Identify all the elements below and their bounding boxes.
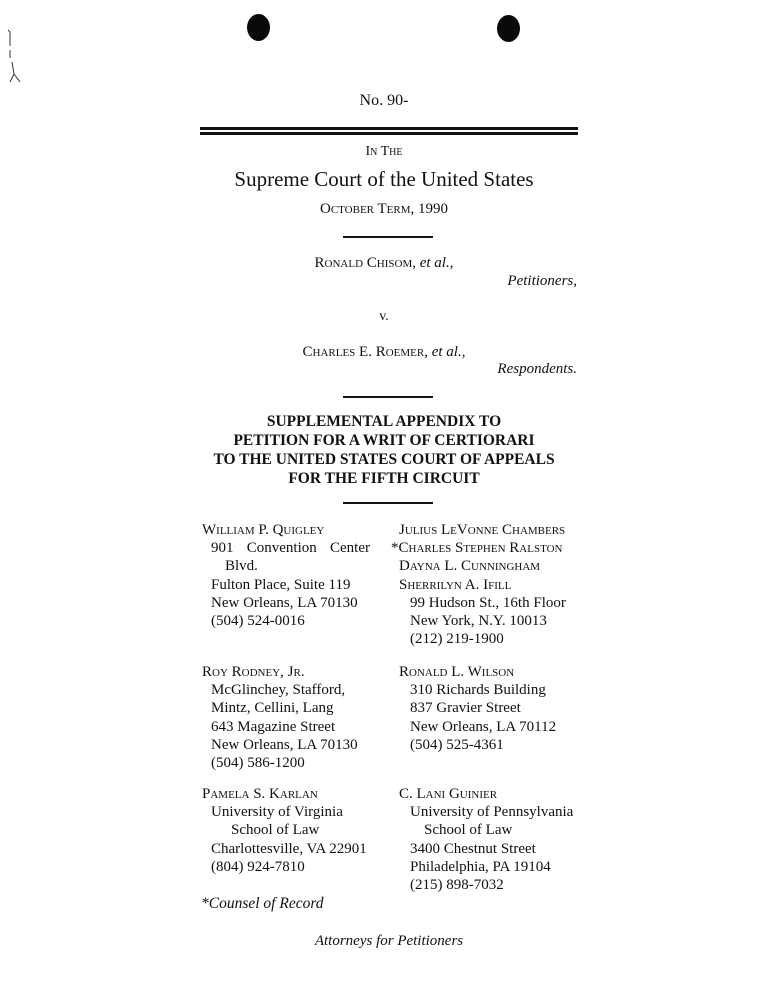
appendix-title-line: PETITION FOR A WRIT OF CERTIORARI — [233, 432, 535, 449]
address-line: New Orleans, LA 70112 — [410, 718, 557, 735]
address-line: (212) 219-1900 — [410, 631, 504, 648]
address-line: University of Virginia — [211, 804, 343, 821]
address-line: University of Pennsylvania — [410, 804, 574, 821]
appendix-title — [0, 412, 768, 488]
court-name: Supreme Court of the United States — [234, 167, 534, 191]
petitioner-name: Ronald Chisom, — [314, 255, 416, 271]
respondent-name: Charles E. Roemer, — [302, 344, 428, 360]
petitioner-etal: et al. — [419, 255, 450, 271]
address-line: (504) 586-1200 — [211, 755, 305, 772]
attorneys-for-petitioners: Attorneys for Petitioners — [314, 933, 464, 949]
address-line: School of Law — [231, 822, 320, 839]
attorney-block-rodney — [202, 663, 358, 772]
address-line: School of Law — [424, 822, 513, 839]
attorney-name: Ronald L. Wilson — [399, 664, 515, 680]
address-line: 310 Richards Building — [410, 682, 546, 699]
address-word: Convention — [246, 540, 317, 557]
address-line: (504) 524-0016 — [211, 613, 305, 630]
address-line: 643 Magazine Street — [211, 718, 336, 735]
address-line: Mintz, Cellini, Lang — [211, 700, 334, 717]
attorney-name: Sherrilyn A. Ifill — [399, 576, 512, 593]
term-line — [0, 200, 768, 218]
versus: v. — [379, 309, 389, 324]
header-double-rule — [200, 127, 578, 135]
address-line: McGlinchey, Stafford, — [211, 682, 346, 699]
in-the-label: In The — [365, 144, 403, 159]
appendix-title-line: SUPPLEMENTAL APPENDIX TO — [266, 413, 502, 430]
appendix-title-line: TO THE UNITED STATES COURT OF APPEALS — [213, 451, 555, 468]
rule-3 — [343, 502, 433, 504]
counsel-of-record-note: *Counsel of Record — [201, 895, 324, 912]
respondent-comma: , — [461, 344, 466, 360]
term-label: October Term, — [319, 201, 415, 217]
binder-hole-right — [497, 15, 520, 42]
docket-number: No. 90- — [359, 92, 409, 109]
rule-1 — [343, 236, 433, 238]
attorney-name: *Charles Stephen Ralston — [391, 540, 563, 557]
address-line — [202, 539, 370, 557]
term-year: 1990 — [418, 201, 448, 217]
address-line: New York, N.Y. 10013 — [410, 613, 547, 630]
appendix-title-line: FOR THE FIFTH CIRCUIT — [288, 470, 480, 487]
scan-margin-marks — [4, 28, 32, 88]
address-line: New Orleans, LA 70130 — [211, 736, 358, 753]
attorney-name: Dayna L. Cunningham — [399, 558, 541, 575]
attorney-block-quigley — [202, 521, 370, 630]
attorney-block-ldf — [391, 521, 566, 648]
address-line: Philadelphia, PA 19104 — [410, 858, 551, 875]
address-line: Fulton Place, Suite 119 — [211, 576, 351, 593]
address-line: (215) 898-7032 — [410, 877, 504, 894]
address-line: 837 Gravier Street — [410, 700, 521, 717]
respondent-role: Respondents. — [497, 361, 577, 377]
attorney-name: C. Lani Guinier — [399, 786, 498, 802]
respondent-line — [0, 343, 768, 361]
attorney-block-guinier — [399, 785, 573, 894]
address-line: 3400 Chestnut Street — [410, 840, 536, 857]
address-line: 99 Hudson St., 16th Floor — [410, 594, 566, 611]
petitioner-line — [0, 254, 768, 272]
attorney-block-wilson — [399, 663, 556, 754]
scan-margin-marks-svg — [4, 28, 32, 88]
address-line: Blvd. — [225, 558, 258, 575]
address-line: (804) 924-7810 — [211, 858, 305, 875]
binder-hole-left — [247, 14, 270, 41]
attorney-name: Julius LeVonne Chambers — [399, 522, 566, 538]
respondent-etal: et al. — [431, 344, 462, 360]
address-word: 901 — [211, 540, 234, 557]
petitioner-role: Petitioners, — [507, 273, 577, 289]
attorney-name: Pamela S. Karlan — [202, 786, 318, 802]
attorney-name: William P. Quigley — [202, 522, 325, 538]
attorney-block-karlan — [202, 785, 367, 876]
address-line: New Orleans, LA 70130 — [211, 594, 358, 611]
rule-2 — [343, 396, 433, 398]
petitioner-comma: , — [449, 255, 454, 271]
address-line: Charlottesville, VA 22901 — [211, 840, 367, 857]
attorney-name: Roy Rodney, Jr. — [202, 664, 305, 680]
address-line: (504) 525-4361 — [410, 736, 504, 753]
address-word: Center — [330, 540, 370, 557]
